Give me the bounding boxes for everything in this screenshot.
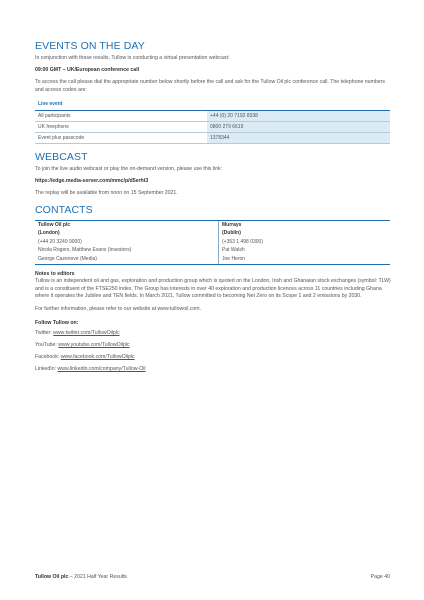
follow-item-linkedin: [35, 366, 394, 374]
table-row: [35, 246, 390, 255]
events-heading: EVENTS ON THE DAY: [35, 40, 145, 52]
contact-left: (+44 20 3249 9000): [38, 238, 82, 245]
row-value: 1378344: [207, 132, 390, 143]
follow-heading: Follow Tullow on:: [35, 320, 79, 327]
webcast-intro: To join the live audio webcast or play the on-demand version, please use this link:: [35, 165, 223, 172]
table-row: [35, 220, 390, 229]
notes-further: For further information, please refer to our website at www.tullowoil.com.: [35, 305, 202, 312]
footer-company: Tullow Oil plc: [35, 574, 69, 580]
youtube-link[interactable]: www.youtube.com/TullowOilplc: [58, 341, 130, 348]
facebook-link[interactable]: www.facebook.com/TullowOilplc: [60, 353, 135, 360]
contact-right: (+353 1 498 0300): [219, 238, 391, 247]
contact-left: Tullow Oil plc: [35, 220, 219, 229]
contact-right: Murrays: [219, 220, 391, 229]
follow-label: Twitter:: [35, 329, 52, 336]
live-event-table: [35, 99, 390, 144]
contact-left: George Cazenove (Media): [35, 255, 219, 264]
replay-note: The replay will be available from noon on 15 September 2021.: [35, 190, 178, 197]
footer-title: [35, 574, 127, 580]
footer-doc: – 2021 Half Year Results: [69, 574, 127, 580]
follow-label: Facebook:: [35, 353, 60, 360]
table-row: [35, 229, 390, 238]
contact-right: Joe Heron: [219, 255, 391, 264]
notes-heading: Notes to editors: [35, 270, 75, 277]
twitter-link[interactable]: www.twitter.com/TullowOilplc: [53, 329, 120, 336]
webcast-section: [35, 151, 394, 198]
table-row: [35, 110, 390, 121]
contact-left: Nicola Rogers, Matthew Evans (Investors): [38, 247, 132, 254]
follow-item-facebook: [35, 354, 394, 362]
table-row: [35, 238, 390, 247]
table-row: [35, 132, 390, 143]
row-label: All participants: [35, 110, 207, 121]
contact-right: (Dublin): [219, 229, 391, 238]
events-intro: In conjunction with these results, Tullow is conducting a virtual presentation webcast:: [35, 55, 230, 61]
follow-section: [35, 320, 394, 373]
page-number: Page 40: [370, 574, 390, 580]
follow-label: LinkedIn:: [35, 365, 57, 372]
session-title: 09:00 GMT – UK/European conference call: [35, 67, 140, 74]
table-row: [35, 121, 390, 132]
contacts-section: [35, 204, 394, 265]
document-page: [35, 40, 394, 378]
notes-body: Tullow is an independent oil and gas, exploration and production group which is quoted on the London, Irish and Ghanaian stock exchanges (symbol: TLW) and is a constituent of the FTSE250 index. The Group has interests in over 40 exploration and production licences across 11 countries including Ghana where it operates the Jubilee and TEN fields. In March 2021, Tullow committed to becoming Net Zero on its Scope 1 and 2 emissions by 2030.: [35, 278, 391, 300]
row-label: Event plus passcode: [35, 132, 207, 143]
webcast-link[interactable]: https://edge.media-server.com/mmc/p/d5erht3: [35, 177, 149, 184]
row-label: UK freephone: [35, 121, 207, 132]
call-instructions: To access the call please dial the appropriate number below shortly before the call and ask for the Tullow Oil plc conference call. The telephone numbers and access codes are:: [35, 79, 385, 93]
follow-label: YouTube:: [35, 341, 57, 348]
live-event-header: Live event: [35, 99, 390, 111]
linkedin-link[interactable]: www.linkedin.com/company/Tullow-Oil: [57, 365, 146, 372]
row-value: +44 (0) 20 7192 8338: [207, 110, 390, 121]
follow-item-youtube: [35, 342, 394, 350]
webcast-heading: WEBCAST: [35, 150, 88, 163]
table-row: [35, 255, 390, 264]
events-section: [35, 40, 394, 144]
contacts-heading: CONTACTS: [35, 203, 93, 216]
contact-left: (London): [38, 230, 60, 237]
follow-item-twitter: [35, 330, 394, 338]
notes-section: [35, 271, 394, 313]
contact-right: Pat Walsh: [219, 246, 391, 255]
contacts-table: [35, 220, 390, 265]
row-value: 0800 279 6619: [207, 121, 390, 132]
